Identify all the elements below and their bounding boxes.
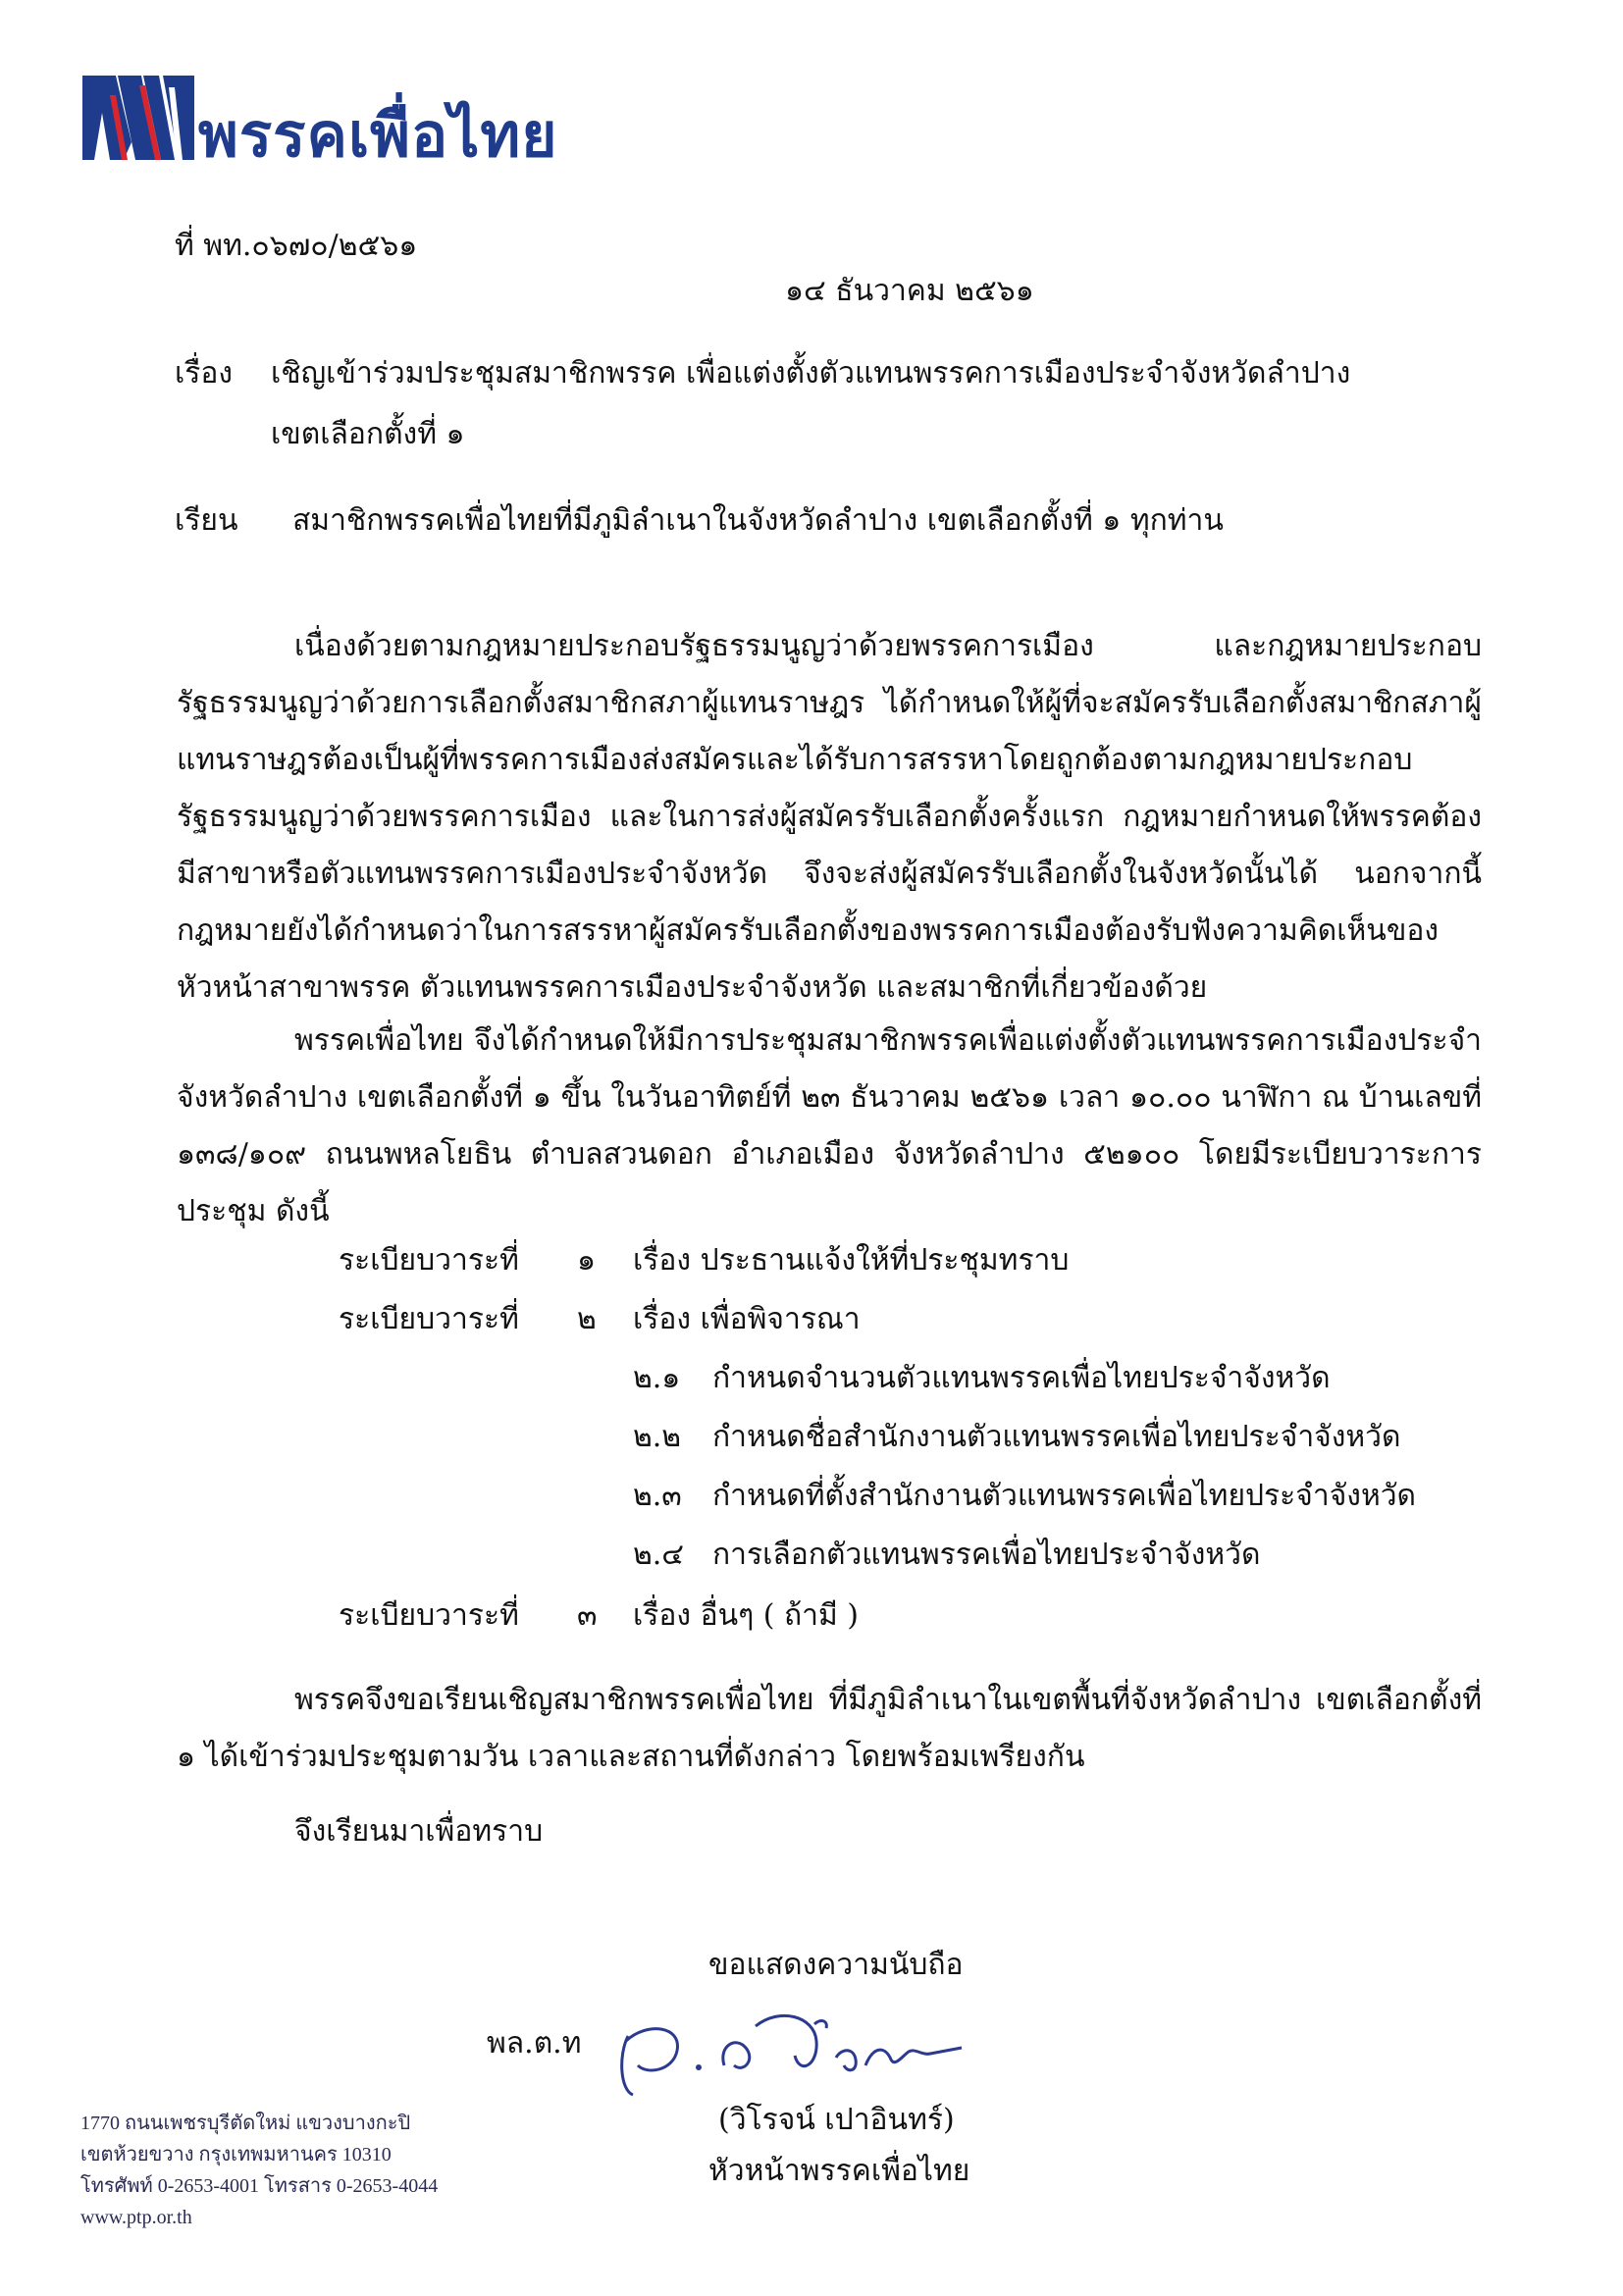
letterhead: [80, 74, 689, 172]
sub-agenda-text: กำหนดจำนวนตัวแทนพรรคเพื่อไทยประจำจังหวัด: [712, 1361, 1331, 1395]
party-name: พรรคเพื่อไทย: [198, 99, 558, 171]
subject-label: เรื่อง: [175, 356, 234, 391]
agenda-label: ระเบียบวาระที่: [339, 1243, 519, 1278]
salutation: ขอแสดงความนับถือ: [708, 1948, 964, 1982]
body-paragraph-1: เนื่องด้วยตามกฎหมายประกอบรัฐธรรมนูญว่าด้วยพรรคการเมือง และกฎหมายประกอบรัฐธรรมนูญว่าด้วยการเลือกตั้งสมาชิกสภาผู้แทนราษฎร ได้กำหนดให้ผู้ที่จะสมัครรับเลือกตั้งสมาชิกสภาผู้แทนราษฎรต้องเป็นผู้ที่พรรคการเมืองส่งสมัครและได้รับการสรรหาโดยถูกต้องตามกฎหมายประกอบรัฐธรรมนูญว่าด้วยพรรคการเมือง และในการส่งผู้สมัครรับเลือกตั้งครั้งแรก กฎหมายกำหนดให้พรรคต้องมีสาขาหรือตัวแทนพรรคการเมืองประจำจังหวัด จึงจะส่งผู้สมัครรับเลือกตั้งในจังหวัดนั้นได้ นอกจากนี้กฎหมายยังได้กำหนดว่าในการสรรหาผู้สมัครรับเลือกตั้งของพรรคการเมืองต้องรับฟังความคิดเห็นของหัวหน้าสาขาพรรค ตัวแทนพรรคการเมืองประจำจังหวัด และสมาชิกที่เกี่ยวข้องด้วย: [177, 629, 1482, 1005]
footer-address-line-2: เขตห้วยขวาง กรุงเทพมหานคร 10310: [80, 2144, 392, 2166]
agenda-number: ๓: [577, 1598, 598, 1633]
body-paragraph-2: พรรคเพื่อไทย จึงได้กำหนดให้มีการประชุมสมาชิกพรรคเพื่อแต่งตั้งตัวแทนพรรคการเมืองประจำจังหวัดลำปาง เขตเลือกตั้งที่ ๑ ขึ้น ในวันอาทิตย์ที่ ๒๓ ธันวาคม ๒๕๖๑ เวลา ๑๐.๐๐ นาฬิกา ณ บ้านเลขที่ ๑๓๘/๑๐๙ ถนนพหลโยธิน ตำบลสวนดอก อำเภอเมือง จังหวัดลำปาง ๕๒๑๐๐ โดยมีระเบียบวาระการประชุม ดังนี้: [177, 1023, 1482, 1228]
footer-phone-fax: โทรศัพท์ 0-2653-4001 โทรสาร 0-2653-4044: [80, 2175, 439, 2197]
agenda-label: ระเบียบวาระที่: [339, 1302, 519, 1336]
agenda-text: เรื่อง ประธานแจ้งให้ที่ประชุมทราบ: [633, 1243, 1070, 1278]
footer-address-line-1: 1770 ถนนเพชรบุรีตัดใหม่ แขวงบางกะปิ: [80, 2113, 411, 2134]
signer-title: หัวหน้าพรรคเพื่อไทย: [708, 2154, 970, 2188]
sub-agenda-text: กำหนดชื่อสำนักงานตัวแทนพรรคเพื่อไทยประจำจังหวัด: [712, 1420, 1401, 1454]
agenda-text: เรื่อง เพื่อพิจารณา: [633, 1302, 861, 1336]
signer-name: (วิโรจน์ เปาอินทร์): [718, 2103, 955, 2137]
to-label: เรียน: [175, 503, 238, 538]
sub-agenda-number: ๒.๓: [633, 1479, 682, 1513]
subject-line-2: เขตเลือกตั้งที่ ๑: [271, 417, 465, 451]
footer-website: www.ptp.or.th: [80, 2207, 192, 2228]
agenda-number: ๑: [577, 1243, 597, 1278]
sub-agenda-number: ๒.๔: [633, 1538, 685, 1572]
agenda-label: ระเบียบวาระที่: [339, 1598, 519, 1633]
sub-agenda-number: ๒.๒: [633, 1420, 682, 1454]
to-text: สมาชิกพรรคเพื่อไทยที่มีภูมิลำเนาในจังหวัดลำปาง เขตเลือกตั้งที่ ๑ ทุกท่าน: [292, 503, 1224, 538]
closing-line: จึงเรียนมาเพื่อทราบ: [294, 1814, 544, 1849]
sub-agenda-number: ๒.๑: [633, 1361, 681, 1395]
sub-agenda-text: การเลือกตัวแทนพรรคเพื่อไทยประจำจังหวัด: [712, 1538, 1261, 1572]
signer-rank: พล.ต.ท: [487, 2026, 582, 2061]
sub-agenda-text: กำหนดที่ตั้งสำนักงานตัวแทนพรรคเพื่อไทยประจำจังหวัด: [712, 1479, 1417, 1513]
agenda-text: เรื่อง อื่นๆ ( ถ้ามี ): [633, 1598, 860, 1633]
agenda-number: ๒: [577, 1302, 597, 1336]
document-date: ๑๔ ธันวาคม ๒๕๖๑: [785, 274, 1034, 308]
document-number: ที่ พท.๐๖๗๐/๒๕๖๑: [175, 229, 418, 263]
body-paragraph-3: พรรคจึงขอเรียนเชิญสมาชิกพรรคเพื่อไทย ที่มีภูมิลำเนาในเขตพื้นที่จังหวัดลำปาง เขตเลือกตั้งที่ ๑ ได้เข้าร่วมประชุมตามวัน เวลาและสถานที่ดังกล่าว โดยพร้อมเพรียงกัน: [177, 1683, 1482, 1774]
ptp-logo-icon: [80, 74, 196, 162]
subject-line-1: เชิญเข้าร่วมประชุมสมาชิกพรรค เพื่อแต่งตั้งตัวแทนพรรคการเมืองประจำจังหวัดลำปาง: [271, 356, 1351, 391]
